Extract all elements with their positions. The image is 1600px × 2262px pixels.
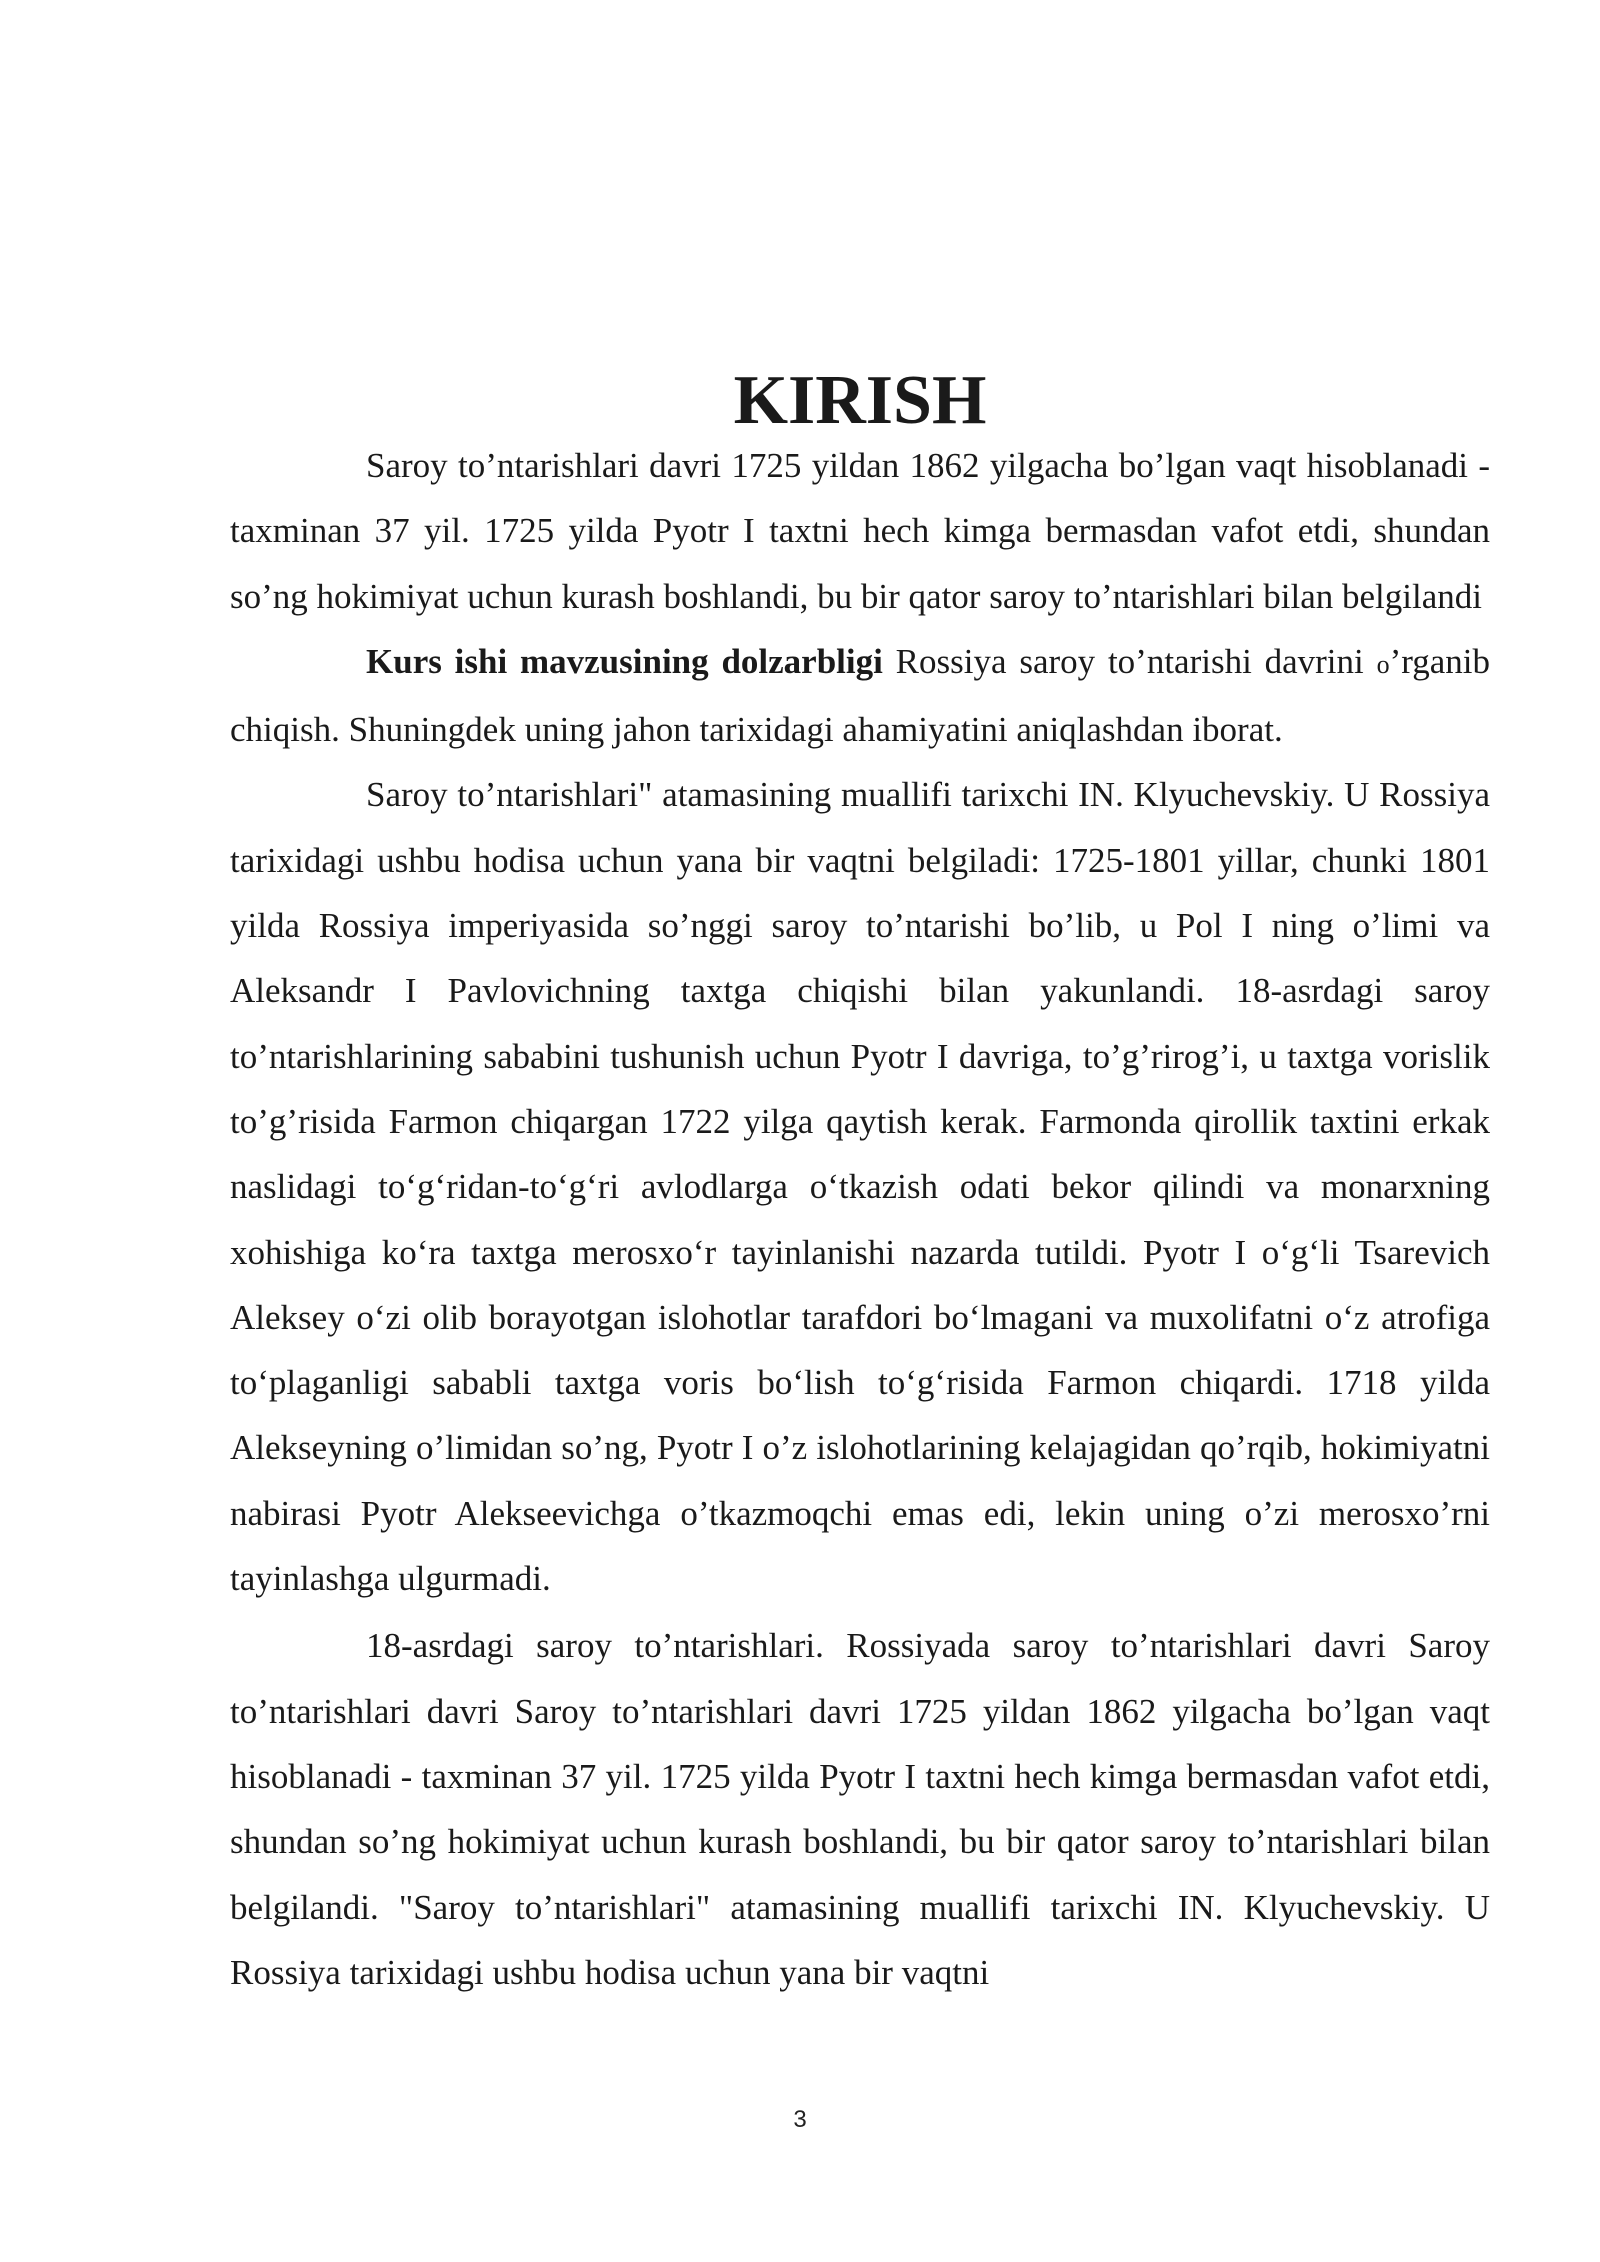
relevance-text-tail: ’rganib chiqish. Shuningdek uning jahon tarixidagi ahamiyatini aniqlashdan iborat. <box>230 641 1490 750</box>
section-heading: KIRISH <box>733 362 987 439</box>
paragraph-term-origin: Saroy to’ntarishlari" atamasining muallifi tarixchi IN. Klyuchevskiy. U Rossiya tarixidagi ushbu hodisa uchun yana bir vaqtni belgiladi: 1725-1801 yillar, chunki 1801 yilda Rossiya imperiyasida so’nggi saroy to’ntarishi bo’lib, u Pol I ning o’limi va Aleksandr I Pavlovichning taxtga chiqishi bilan yakunlandi. 18-asrdagi saroy to’ntarishlarining sababini tushunish uchun Pyotr I davriga, to’g’rirog’i, u taxtga vorislik to’g’risida Farmon chiqargan 1722 yilga qaytish kerak. Farmonda qirollik taxtini erkak naslidagi to‘g‘ridan-to‘g‘ri avlodlarga o‘tkazish odati bekor qilindi va monarxning xohishiga ko‘ra taxtga merosxo‘r tayinlanishi nazarda tutildi. Pyotr I o‘g‘li Tsarevich Aleksey o‘zi olib borayotgan islohotlar tarafdori bo‘lmagani va muxolifatni o‘z atrofiga to‘plaganligi sababli taxtga voris bo‘lish to‘g‘risida Farmon chiqardi. 1718 yilda Alekseyning o’limidan so’ng, Pyotr I o’z islohotlarining kelajagidan qo’rqib, hokimiyatni nabirasi Pyotr Alekseevichga o’tkazmoqchi emas edi, lekin uning o’zi merosxo’rni tayinlashga ulgurmadi. <box>230 775 1490 1599</box>
paragraph-intro: Saroy to’ntarishlari davri 1725 yildan 1862 yilgacha bo’lgan vaqt hisoblanadi - taxminan 37 yil. 1725 yilda Pyotr I taxtni hech kimga bermasdan vafot etdi, shundan so’ng hokimiyat uchun kurash boshlandi, bu bir qator saroy to’ntarishlari bilan belgilandi <box>230 446 1490 616</box>
relevance-label: Kurs ishi mavzusining dolzarbligi <box>366 641 883 681</box>
page-number: 3 <box>793 2106 807 2133</box>
paragraph-18th-century: 18-asrdagi saroy to’ntarishlari. Rossiyada saroy to’ntarishlari davri Saroy to’ntarishlari davri Saroy to’ntarishlari davri 1725 yildan 1862 yilgacha bo’lgan vaqt hisoblanadi - taxminan 37 yil. 1725 yilda Pyotr I taxtni hech kimga bermasdan vafot etdi, shundan so’ng hokimiyat uchun kurash boshlandi, bu bir qator saroy to’ntarishlari bilan belgilandi. "Saroy to’ntarishlari" atamasining muallifi tarixchi IN. Klyuchevskiy. U Rossiya tarixidagi ushbu hodisa uchun yana bir vaqtni <box>230 1626 1490 1992</box>
page-body <box>230 362 1490 2005</box>
relevance-text: Rossiya saroy to’ntarishi davrini <box>882 641 1377 681</box>
paragraph-relevance <box>230 629 1490 763</box>
relevance-small-letter: o <box>1376 649 1390 679</box>
